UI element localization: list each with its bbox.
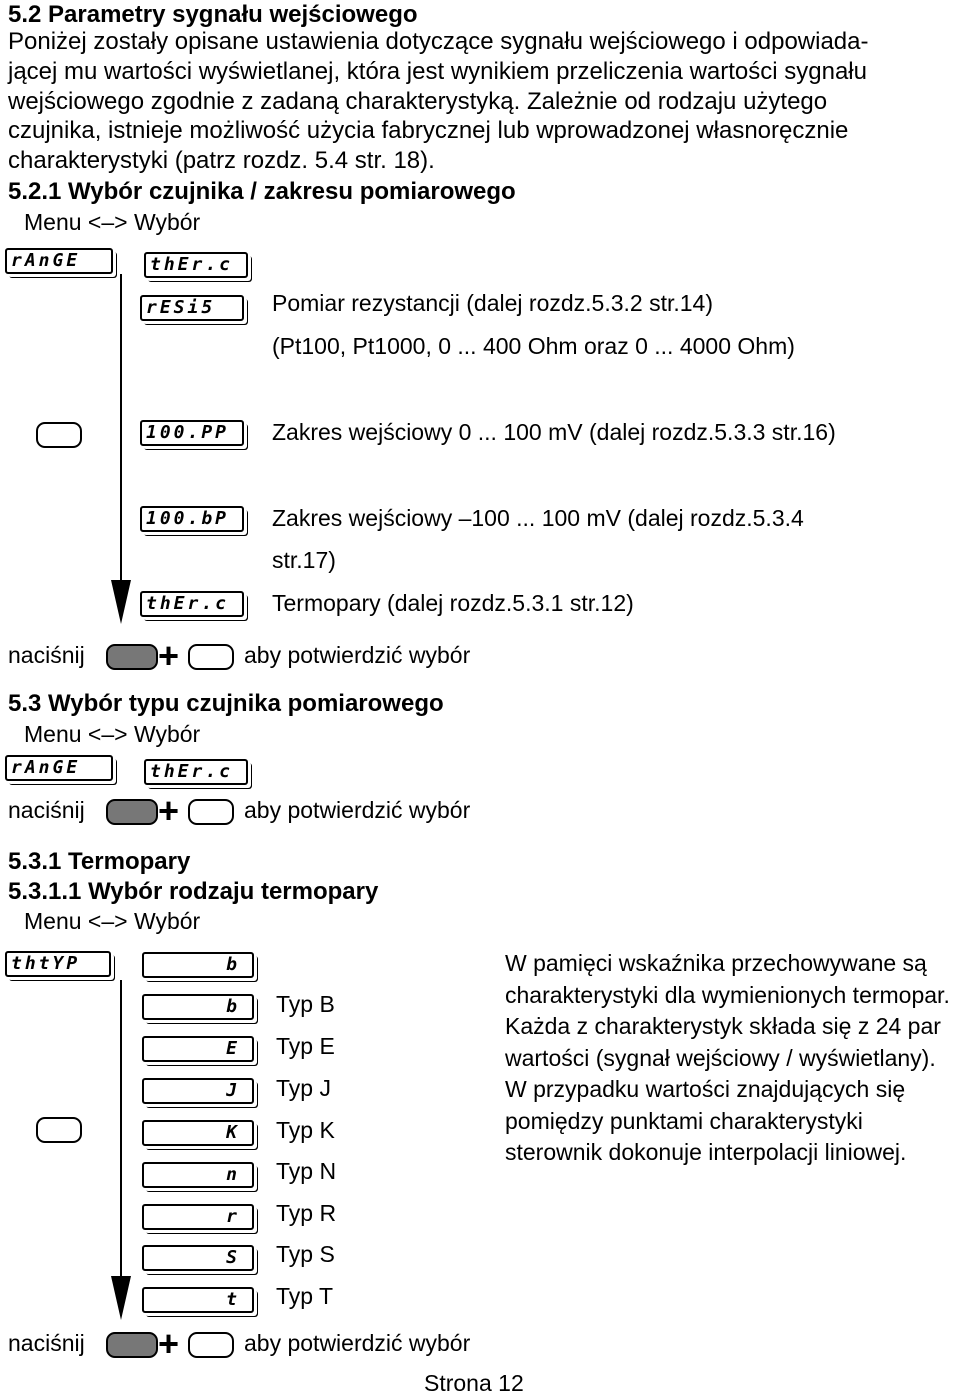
plus-icon: + [158, 1323, 180, 1364]
paragraph-line: Poniżej zostały opisane ustawienia dotyczące sygnału wejściowego i odpowiada- [8, 28, 869, 55]
lcd-menu-display: rAnGE [5, 755, 113, 781]
confirm-label: aby potwierdzić wybór [244, 797, 471, 823]
lcd-type-display: t [142, 1287, 254, 1313]
menu-label: Menu <–> Wybór [24, 209, 201, 235]
lcd-option-display: 100.bP [140, 506, 244, 532]
menu-label: Menu <–> Wybór [24, 721, 201, 747]
plus-icon: + [158, 790, 180, 831]
option-description: Zakres wejściowy 0 ... 100 mV (dalej rozdz.5.3.3 str.16) [272, 419, 836, 445]
type-label: Typ R [276, 1200, 337, 1226]
page-number: Strona 12 [424, 1370, 524, 1396]
paragraph-line: czujnika, istnieje możliwość użycia fabrycznej lub wprowadzonej własnoręcznie [8, 117, 849, 144]
lcd-current-display: b [142, 952, 254, 978]
paragraph-line: charakterystyki (patrz rozdz. 5.4 str. 18). [8, 147, 435, 174]
press-label: naciśnij [8, 797, 85, 823]
press-label: naciśnij [8, 642, 85, 668]
selection-arrow-head [111, 1276, 131, 1320]
set-button-icon [188, 799, 234, 825]
type-label: Typ S [276, 1241, 335, 1267]
lcd-option-display: 100.PP [140, 420, 244, 446]
lcd-type-display: J [142, 1078, 254, 1104]
selection-arrow-line [120, 274, 122, 584]
set-button-icon [36, 422, 82, 448]
lcd-current-display: thEr.c [144, 252, 248, 278]
option-description: Pomiar rezystancji (dalej rozdz.5.3.2 str.14) [272, 290, 714, 316]
lcd-type-display: S [142, 1245, 254, 1271]
selection-arrow-line [120, 980, 122, 1280]
paragraph-line: wejściowego zgodnie z zadaną charakterystyką. Zależnie od rodzaju użytego [8, 88, 828, 115]
option-description: Termopary (dalej rozdz.5.3.1 str.12) [272, 590, 634, 616]
lcd-type-display: b [142, 994, 254, 1020]
type-label: Typ T [276, 1283, 334, 1309]
subsection-title: 5.2.1 Wybór czujnika / zakresu pomiarowego [8, 178, 516, 205]
lcd-type-display: E [142, 1036, 254, 1062]
enter-button-icon [106, 1332, 158, 1358]
section-title: 5.3 Wybór typu czujnika pomiarowego [8, 690, 444, 717]
subsection-title: 5.3.1.1 Wybór rodzaju termopary [8, 878, 379, 905]
enter-button-icon [106, 799, 158, 825]
lcd-current-display: thEr.c [144, 759, 248, 785]
lcd-menu-display: rAnGE [5, 248, 113, 274]
option-description: Zakres wejściowy –100 ... 100 mV (dalej rozdz.5.3.4 [272, 505, 804, 531]
option-description: (Pt100, Pt1000, 0 ... 400 Ohm oraz 0 ... 4000 Ohm) [272, 333, 795, 359]
lcd-type-display: n [142, 1162, 254, 1188]
selection-arrow-head [111, 580, 131, 624]
set-button-icon [36, 1117, 82, 1143]
lcd-option-display: rESi5 [140, 295, 244, 321]
enter-button-icon [106, 644, 158, 670]
paragraph-line: jącej mu wartości wyświetlanej, która jest wynikiem przeliczenia wartości sygnału [8, 58, 867, 85]
lcd-type-display: K [142, 1120, 254, 1146]
type-label: Typ E [276, 1033, 335, 1059]
lcd-type-display: r [142, 1204, 254, 1230]
set-button-icon [188, 1332, 234, 1358]
type-label: Typ J [276, 1075, 331, 1101]
section-title: 5.3.1 Termopary [8, 848, 191, 875]
type-label: Typ K [276, 1117, 335, 1143]
section-title: 5.2 Parametry sygnału wejściowego [8, 1, 418, 28]
thermocouple-description: W pamięci wskaźnika przechowywane są charakterystyki dla wymienionych termopar. Każda z charakterystyk składa się z 24 par wartości (sygnał wejściowy / wyświetlany). W przypadku wartości znajdujących się pomiędzy punktami charakterystyki sterownik dokonuje interpolacji liniowej. [505, 950, 950, 1165]
option-description: str.17) [272, 547, 336, 573]
confirm-label: aby potwierdzić wybór [244, 1330, 471, 1356]
press-label: naciśnij [8, 1330, 85, 1356]
confirm-label: aby potwierdzić wybór [244, 642, 471, 668]
plus-icon: + [158, 635, 180, 676]
lcd-menu-display: thtYP [5, 951, 111, 977]
set-button-icon [188, 644, 234, 670]
type-label: Typ N [276, 1158, 337, 1184]
menu-label: Menu <–> Wybór [24, 908, 201, 934]
lcd-option-display: thEr.c [140, 591, 244, 617]
type-label: Typ B [276, 991, 335, 1017]
